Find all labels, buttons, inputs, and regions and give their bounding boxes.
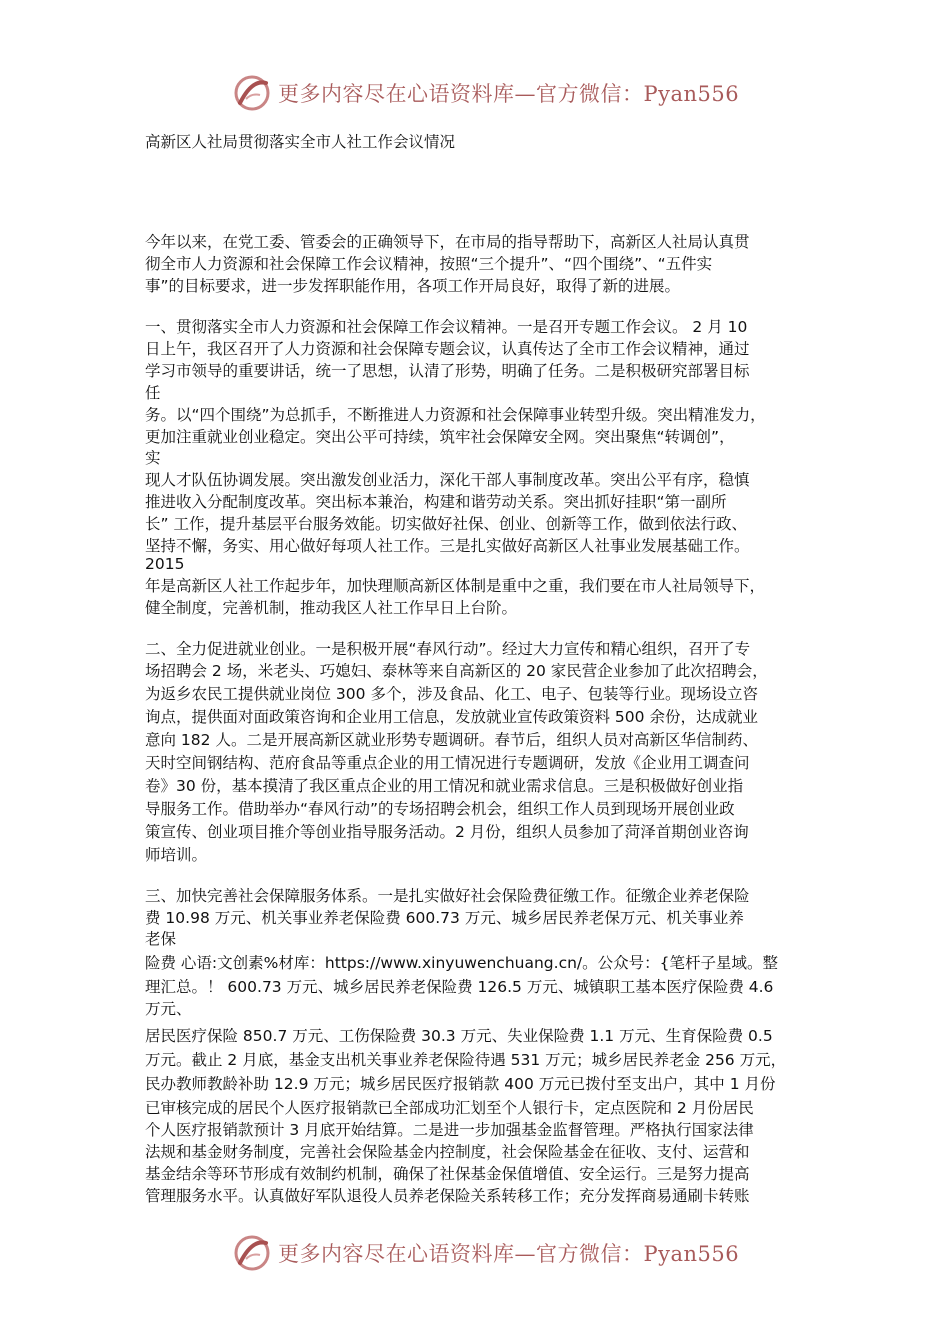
banner-text: 更多内容尽在心语资料库—官方微信：Pyan556 <box>278 82 740 106</box>
body-line: 一、贯彻落实全市人力资源和社会保障工作会议精神。一是召开专题工作会议。 2 月 10 <box>145 318 748 336</box>
body-line: 三、加快完善社会保障服务体系。一是扎实做好社会保险费征缴工作。征缴企业养老保险 <box>145 887 750 905</box>
body-line: 意向 182 人。二是开展高新区就业形势专题调研。春节后，组织人员对高新区华信制药、 <box>145 731 758 749</box>
body-line: 导服务工作。借助举办“春风行动”的专场招聘会机会，组织工作人员到现场开展创业政 <box>145 800 735 818</box>
body-line: 日上午，我区召开了人力资源和社会保障专题会议，认真传达了全市工作会议精神，通过 <box>145 340 750 358</box>
body-line: 为返乡农民工提供就业岗位 300 多个，涉及食品、化工、电子、包装等行业。现场设立咨 <box>145 685 758 703</box>
brush-logo-icon <box>232 73 272 113</box>
body-line: 居民医疗保险 850.7 万元、工伤保险费 30.3 万元、失业保险费 1.1 万元、生育保险费 0.5 <box>145 1027 773 1045</box>
body-line: 询点，提供面对面政策咨询和企业用工信息，发放就业宣传政策资料 500 余份，达成就业 <box>145 708 758 726</box>
body-line: 年是高新区人社工作起步年，加快理顺高新区体制是重中之重，我们要在市人社局领导下， <box>145 577 766 595</box>
body-line: 长” 工作，提升基层平台服务效能。切实做好社保、创业、创新等工作，做到依法行政、 <box>145 515 747 533</box>
body-line: 理汇总。！ 600.73 万元、城乡居民养老保险费 126.5 万元、城镇职工基本医疗保险费 4.6 <box>145 978 774 996</box>
body-line: 务。以“四个围绕”为总抓手，不断推进人力资源和社会保障事业转型升级。突出精准发力， <box>145 406 766 424</box>
body-line: 任 <box>145 384 161 402</box>
footer-banner <box>232 1231 739 1275</box>
body-line: 卷》30 份，基本摸清了我区重点企业的用工情况和就业需求信息。三是积极做好创业指 <box>145 777 744 795</box>
body-line: 基金结余等环节形成有效制约机制，确保了社保基金保值增值、安全运行。三是努力提高 <box>145 1165 750 1183</box>
body-line: 推进收入分配制度改革。突出标本兼治，构建和谐劳动关系。突出抓好挂职“第一副所 <box>145 493 727 511</box>
document-title: 高新区人社局贯彻落实全市人社工作会议情况 <box>145 133 456 151</box>
body-line: 法规和基金财务制度，完善社会保险基金内控制度，社会保险基金在征收、支付、运营和 <box>145 1143 750 1161</box>
body-line: 更加注重就业创业稳定。突出公平可持续，筑牢社会保障安全网。突出聚焦“转调创”， <box>145 428 735 446</box>
body-line: 万元。截止 2 月底，基金支出机关事业养老保险待遇 531 万元；城乡居民养老金 256 万元， <box>145 1051 787 1069</box>
body-line: 万元、 <box>145 1000 192 1018</box>
body-line: 彻全市人力资源和社会保障工作会议精神，按照“三个提升”、“四个围绕”、“五件实 <box>145 255 713 273</box>
banner-text: 更多内容尽在心语资料库—官方微信：Pyan556 <box>278 1242 740 1266</box>
body-line: 今年以来，在党工委、管委会的正确领导下，在市局的指导帮助下，高新区人社局认真贯 <box>145 233 750 251</box>
body-line: 事”的目标要求，进一步发挥职能作用，各项工作开局良好，取得了新的进展。 <box>145 277 681 295</box>
body-line: 老保 <box>145 930 177 948</box>
body-line: 二、全力促进就业创业。一是积极开展“春风行动”。经过大力宣传和精心组织，召开了专 <box>145 640 751 658</box>
body-line: 险费 心语:文创素%材库：https://www.xinyuwenchuang.cn/。公众号：{笔杆子星域。整 <box>145 954 778 972</box>
body-line: 费 10.98 万元、机关事业养老保险费 600.73 万元、城乡居民养老保万元、机关事业养 <box>145 909 744 927</box>
body-line: 2015 <box>145 555 185 573</box>
header-banner <box>232 71 739 115</box>
body-line: 实 <box>145 449 161 467</box>
body-line: 场招聘会 2 场，米老头、巧媳妇、泰林等来自高新区的 20 家民营企业参加了此次招聘会， <box>145 662 768 680</box>
body-line: 师培训。 <box>145 846 208 864</box>
brush-logo-icon <box>232 1233 272 1273</box>
body-line: 策宣传、创业项目推介等创业指导服务活动。2 月份，组织人员参加了菏泽首期创业咨询 <box>145 823 749 841</box>
body-line: 已审核完成的居民个人医疗报销款已全部成功汇划至个人银行卡，定点医院和 2 月份居民 <box>145 1099 754 1117</box>
body-line: 个人医疗报销款预计 3 月底开始结算。二是进一步加强基金监督管理。严格执行国家法律 <box>145 1121 754 1139</box>
body-line: 民办教师教龄补助 12.9 万元；城乡居民医疗报销款 400 万元已拨付至支出户，其中 1 月份 <box>145 1075 776 1093</box>
body-line: 健全制度，完善机制，推动我区人社工作早日上台阶。 <box>145 599 518 617</box>
body-line: 天时空间钢结构、范府食品等重点企业的用工情况进行专题调研，发放《企业用工调查问 <box>145 754 750 772</box>
body-line: 现人才队伍协调发展。突出激发创业活力，深化干部人事制度改革。突出公平有序，稳慎 <box>145 471 750 489</box>
body-line: 学习市领导的重要讲话，统一了思想，认清了形势，明确了任务。二是积极研究部署目标 <box>145 362 750 380</box>
body-line: 管理服务水平。认真做好军队退役人员养老保险关系转移工作；充分发挥商易通刷卡转账 <box>145 1187 750 1205</box>
body-line: 坚持不懈，务实、用心做好每项人社工作。三是扎实做好高新区人社事业发展基础工作。 <box>145 537 750 555</box>
